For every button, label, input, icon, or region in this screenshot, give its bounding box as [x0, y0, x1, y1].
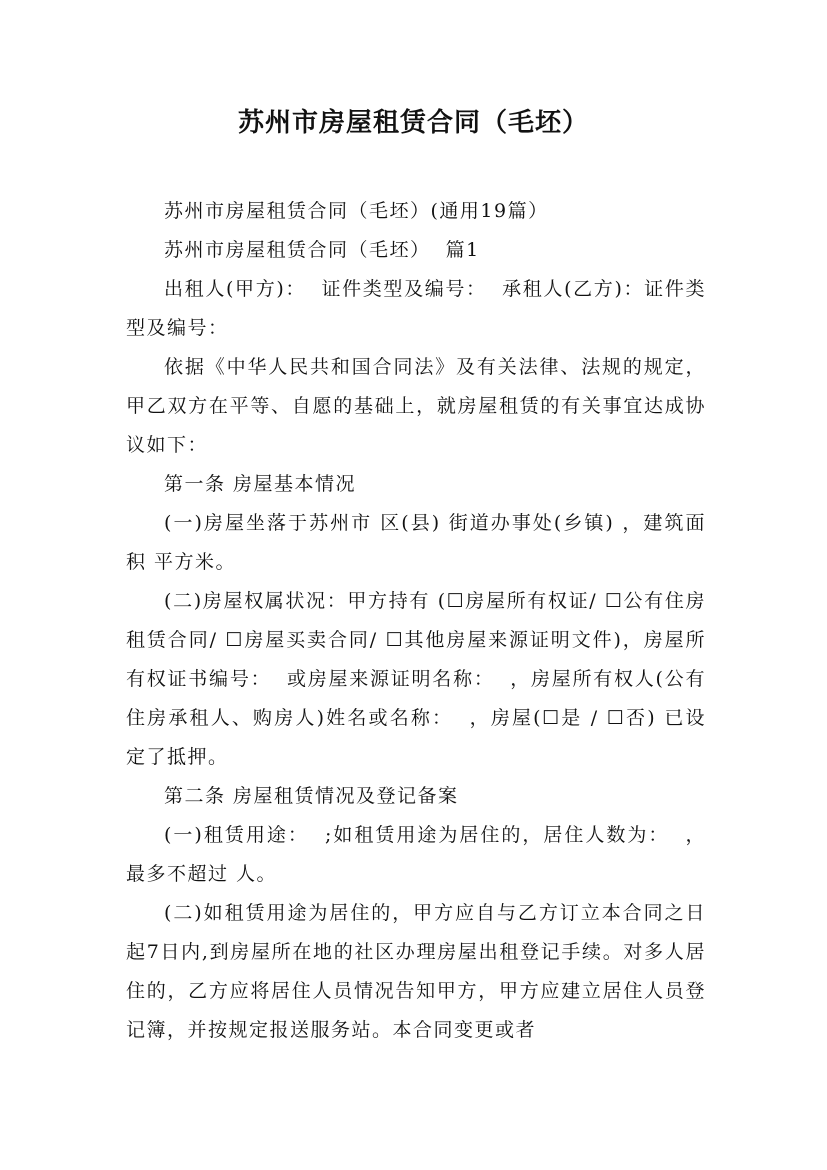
paragraph-subtitle: 苏州市房屋租赁合同（毛坯）(通用19篇）: [164, 200, 549, 222]
article-1-clause-2: (二)房屋权属状况：甲方持有 (☐房屋所有权证/ ☐公有住房租赁合同/ ☐房屋买卖合同/ ☐其他房屋来源证明文件)，房屋所有权证书编号： 或房屋来源证明名称： ，房屋所有权人(公有住房承租人、购房人)姓名或名称： ，房屋(☐是 / ☐否) 已设定了抵押。: [126, 590, 706, 768]
article-2-clause-2: (二)如租赁用途为居住的，甲方应自与乙方订立本合同之日起7日内,到房屋所在地的社区办理房屋出租登记手续。对多人居住的，乙方应将居住人员情况告知甲方，甲方应建立居住人员登记簿，并按规定报送服务站。本合同变更或者: [126, 902, 706, 1041]
article-1-heading: 第一条 房屋基本情况: [164, 473, 357, 495]
paragraph-section-heading: 苏州市房屋租赁合同（毛坯） 篇1: [164, 239, 480, 261]
article-2-clause-1: (一)租赁用途： ;如租赁用途为居住的，居住人数为： ，最多不超过 人。: [126, 824, 706, 885]
document-title: 苏州市房屋租赁合同（毛坯）: [237, 108, 589, 138]
document-body: [126, 192, 706, 1050]
article-2-heading: 第二条 房屋租赁情况及登记备案: [164, 785, 459, 807]
article-1-clause-1: (一)房屋坐落于苏州市 区(县) 街道办事处(乡镇) ，建筑面积 平方米。: [126, 512, 706, 573]
paragraph-preamble: 依据《中华人民共和国合同法》及有关法律、法规的规定，甲乙双方在平等、自愿的基础上，就房屋租赁的有关事宜达成协议如下：: [126, 356, 706, 456]
paragraph-parties: 出租人(甲方)： 证件类型及编号： 承租人(乙方)：证件类型及编号：: [126, 278, 706, 339]
